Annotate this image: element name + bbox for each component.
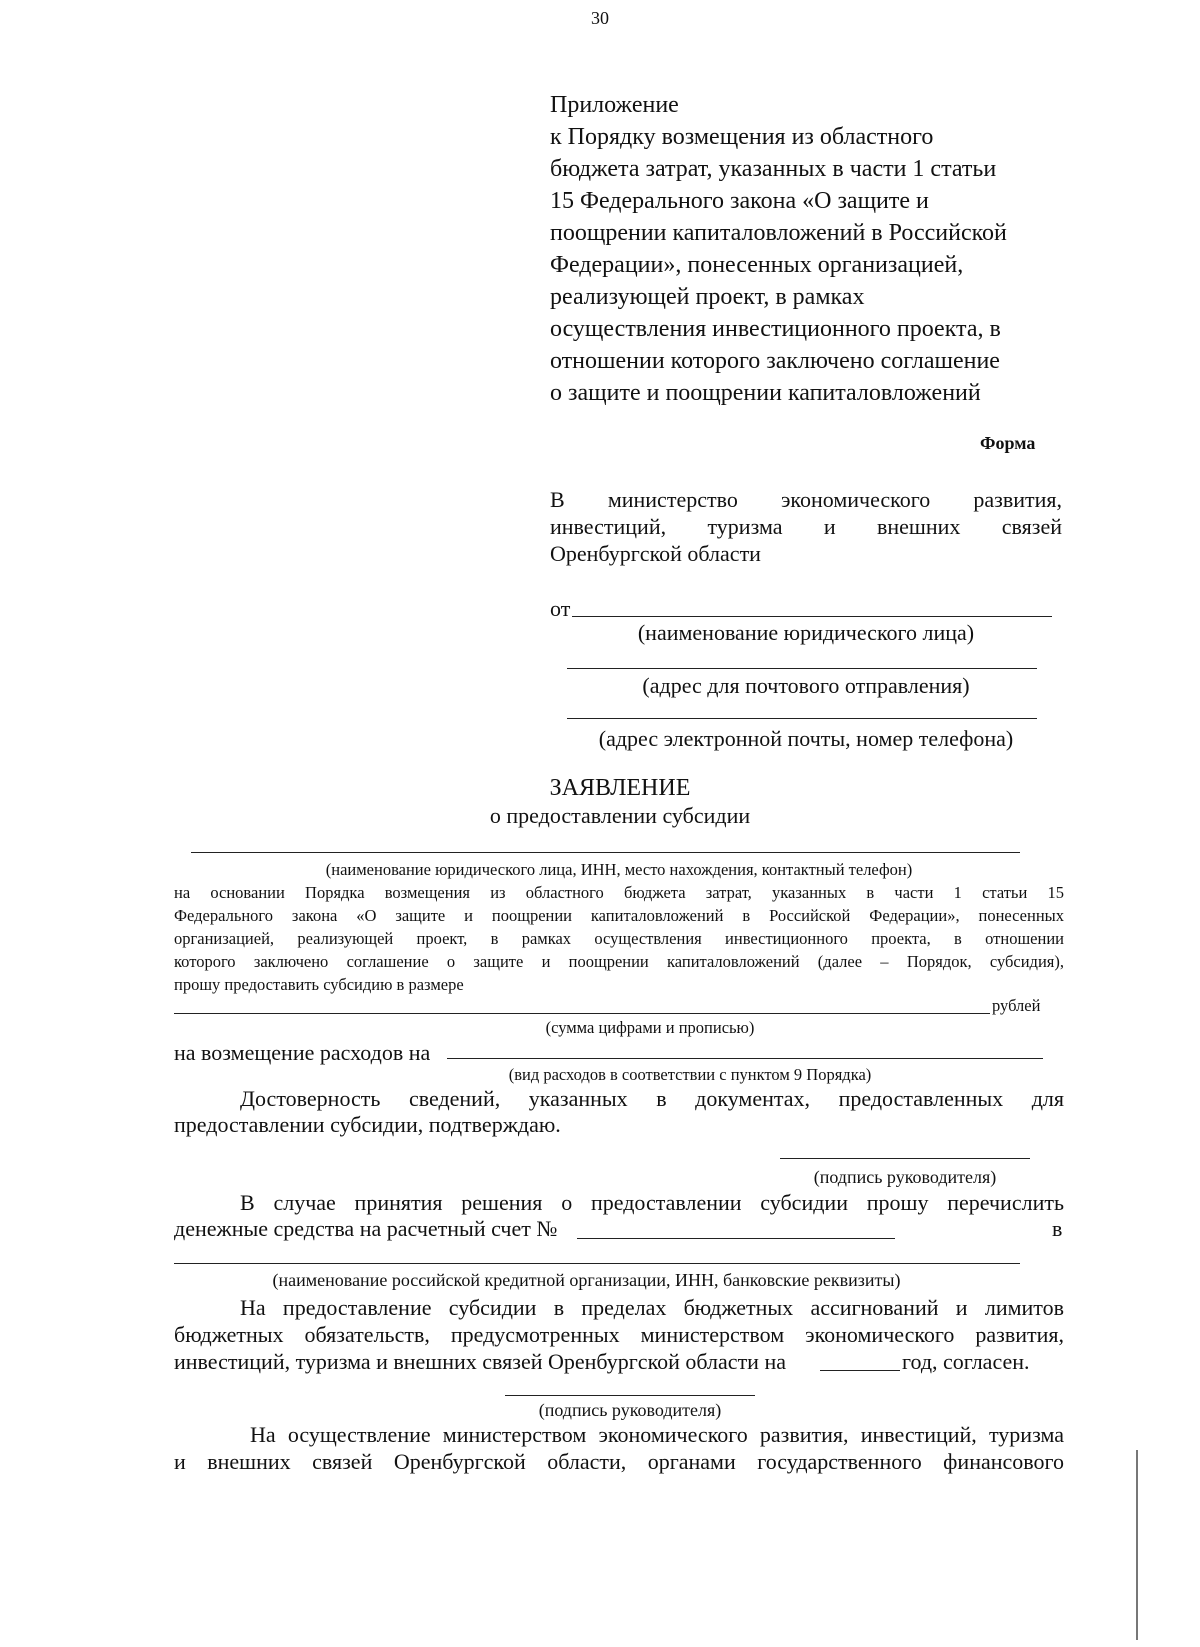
basis-line: которого заключено соглашение о защите и поощрении капиталовложений (далее – Порядок, субсидия), bbox=[174, 952, 1064, 971]
caption-legal-entity-name: (наименование юридического лица) bbox=[637, 620, 975, 645]
appendix-line: отношении которого заключено соглашение bbox=[550, 348, 1000, 374]
appendix-line: реализующей проект, в рамках bbox=[550, 284, 865, 310]
entity-field[interactable] bbox=[191, 852, 1020, 853]
oversight-line: и внешних связей Оренбургской области, органами государственного финансового bbox=[174, 1449, 1064, 1474]
document-subtitle: о предоставлении субсидии bbox=[489, 803, 751, 828]
document-title: ЗАЯВЛЕНИЕ bbox=[549, 775, 691, 801]
confirm-line: предоставлении субсидии, подтверждаю. bbox=[174, 1112, 561, 1137]
transfer-line: денежные средства на расчетный счет № bbox=[174, 1216, 558, 1241]
caption-bank: (наименование российской кредитной организации, ИНН, банковские реквизиты) bbox=[272, 1270, 901, 1290]
rubles-label: рублей bbox=[992, 996, 1041, 1015]
signature-field-1[interactable] bbox=[780, 1158, 1030, 1159]
appendix-line: о защите и поощрении капиталовложений bbox=[550, 380, 981, 406]
caption-sum: (сумма цифрами и прописью) bbox=[545, 1018, 755, 1037]
basis-line: организацией, реализующей проект, в рамках осуществления инвестиционного проекта, в отношении bbox=[174, 929, 1064, 948]
expenses-prefix: на возмещение расходов на bbox=[174, 1040, 431, 1065]
addressee-line: инвестиций, туризма и внешних связей bbox=[550, 514, 1062, 539]
caption-contact: (адрес электронной почты, номер телефона) bbox=[598, 726, 1014, 751]
from-name-field[interactable] bbox=[572, 616, 1052, 617]
page-number: 30 bbox=[591, 8, 609, 28]
bank-field[interactable] bbox=[174, 1263, 1020, 1264]
account-number-field[interactable] bbox=[577, 1238, 895, 1239]
expenses-field[interactable] bbox=[447, 1058, 1043, 1059]
appendix-line: Федерации», понесенных организацией, bbox=[550, 252, 964, 278]
consent-line: бюджетных обязательств, предусмотренных министерством экономического развития, bbox=[174, 1322, 1064, 1347]
transfer-line: В случае принятия решения о предоставлении субсидии прошу перечислить bbox=[240, 1190, 1064, 1215]
appendix-line: Приложение bbox=[550, 92, 679, 118]
caption-signature-1: (подпись руководителя) bbox=[813, 1167, 997, 1187]
appendix-line: бюджета затрат, указанных в части 1 статьи bbox=[550, 156, 997, 182]
oversight-line: На осуществление министерством экономического развития, инвестиций, туризма bbox=[250, 1422, 1064, 1447]
appendix-line: осуществления инвестиционного проекта, в bbox=[550, 316, 1001, 342]
scan-edge-line bbox=[1136, 1450, 1138, 1640]
appendix-line: 15 Федерального закона «О защите и bbox=[550, 188, 929, 214]
consent-line: инвестиций, туризма и внешних связей Оренбургской области на bbox=[174, 1349, 786, 1374]
consent-year-suffix: год, согласен. bbox=[902, 1349, 1030, 1374]
signature-field-2[interactable] bbox=[505, 1395, 755, 1396]
consent-line: На предоставление субсидии в пределах бюджетных ассигнований и лимитов bbox=[240, 1295, 1064, 1320]
form-label: Форма bbox=[980, 433, 1036, 453]
from-prefix: от bbox=[550, 596, 571, 621]
basis-line: на основании Порядка возмещения из областного бюджета затрат, указанных в части 1 статьи 15 bbox=[174, 883, 1064, 902]
basis-line: Федерального закона «О защите и поощрении капиталовложений в Российской Федерации», понесенных bbox=[174, 906, 1064, 925]
caption-signature-2: (подпись руководителя) bbox=[538, 1400, 722, 1420]
appendix-line: поощрении капиталовложений в Российской bbox=[550, 220, 1007, 246]
year-field[interactable] bbox=[820, 1370, 900, 1371]
addressee-line: Оренбургской области bbox=[550, 541, 761, 566]
contact-field[interactable] bbox=[567, 718, 1037, 719]
basis-line: прошу предоставить субсидию в размере bbox=[174, 975, 464, 994]
sum-field[interactable] bbox=[174, 1013, 990, 1014]
caption-entity: (наименование юридического лица, ИНН, место нахождения, контактный телефон) bbox=[325, 860, 913, 879]
appendix-line: к Порядку возмещения из областного bbox=[550, 124, 934, 150]
caption-expenses: (вид расходов в соответствии с пунктом 9 Порядка) bbox=[508, 1065, 872, 1084]
caption-postal-address: (адрес для почтового отправления) bbox=[642, 673, 970, 698]
postal-address-field[interactable] bbox=[567, 668, 1037, 669]
confirm-line: Достоверность сведений, указанных в документах, предоставленных для bbox=[240, 1086, 1064, 1111]
transfer-in: в bbox=[1052, 1216, 1063, 1241]
addressee-line: В министерство экономического развития, bbox=[550, 487, 1062, 512]
